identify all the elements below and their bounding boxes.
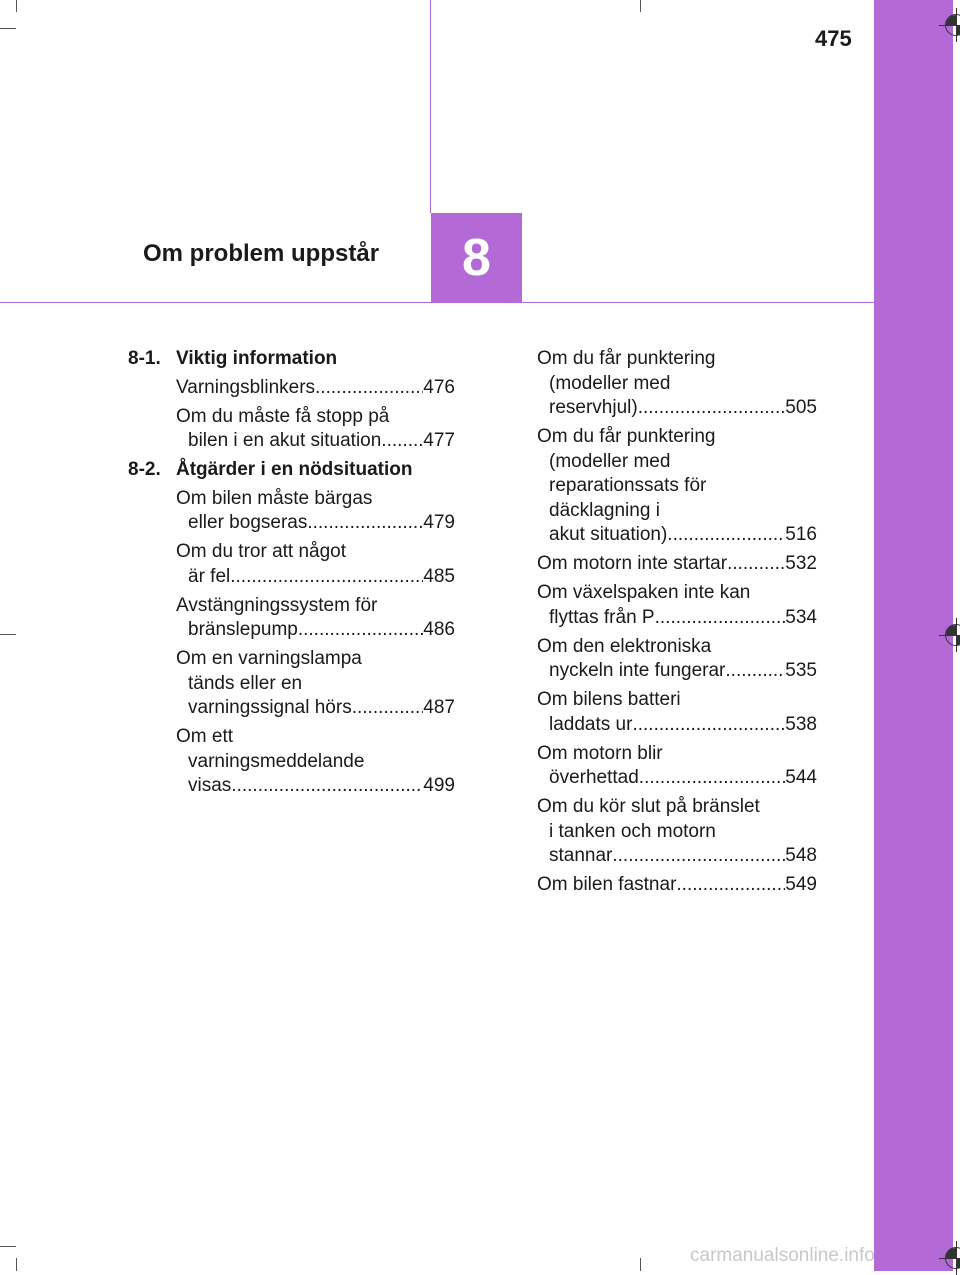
toc-entry[interactable] (176, 540, 455, 589)
toc-entry-text: laddats ur (549, 713, 633, 735)
toc-section-number: 8-1. (128, 348, 161, 369)
toc-entry-line: Om bilen måste bärgas (176, 487, 373, 509)
toc-leader-dots (638, 396, 786, 421)
toc-entry-line: Om en varningslampa (176, 648, 362, 669)
toc-entry[interactable] (176, 405, 455, 454)
toc-entry-line: Avstängningssystem för (176, 594, 378, 616)
toc-entry-last-line (537, 766, 817, 791)
toc-section-heading (128, 347, 455, 372)
toc-entry-line: varningsmeddelande (188, 750, 365, 772)
registration-mark-icon (945, 624, 960, 646)
toc-entry[interactable] (537, 425, 817, 548)
toc-entry-text: akut situation) (549, 524, 668, 545)
toc-entry-line: Om du kör slut på bränslet (537, 796, 760, 817)
toc-entry-text: reservhjul) (549, 397, 638, 418)
crop-mark (16, 0, 17, 12)
page-number: 475 (815, 26, 852, 51)
toc-page-ref: 532 (785, 553, 817, 574)
toc-left-column (128, 347, 455, 803)
toc-page-ref: 477 (423, 430, 455, 451)
toc-entry-list (176, 376, 455, 454)
toc-page-ref: 544 (785, 767, 817, 788)
toc-entry-last-line (176, 618, 455, 643)
toc-entry-last-line (176, 429, 455, 454)
toc-section-heading (128, 458, 455, 483)
toc-entry-last-line (537, 552, 817, 577)
toc-leader-dots (727, 552, 785, 577)
toc-entry-line: i tanken och motorn (549, 820, 716, 842)
toc-entry[interactable] (537, 347, 817, 421)
toc-entry-line: Om växelspaken inte kan (537, 582, 751, 603)
toc-entry-line: Om motorn blir (537, 742, 663, 764)
chapter-tab-strip (874, 0, 953, 1271)
toc-page-ref: 487 (423, 697, 455, 718)
toc-page-ref: 535 (785, 660, 817, 681)
toc-leader-dots (231, 774, 423, 799)
toc-entry-text: visas (188, 775, 232, 796)
crop-mark (0, 634, 16, 635)
toc-page-ref: 505 (785, 397, 817, 418)
toc-leader-dots (352, 696, 424, 721)
toc-entry-text: bränslepump (188, 619, 298, 640)
toc-leader-dots (667, 523, 785, 548)
toc-page-ref: 538 (785, 713, 817, 735)
crop-mark (640, 0, 641, 12)
toc-leader-dots (315, 376, 423, 401)
toc-section-title: Åtgärder i en nödsituation (176, 459, 413, 480)
toc-entry-line: (modeller med (549, 372, 671, 394)
toc-entry-last-line (537, 713, 817, 738)
toc-entry-last-line (176, 511, 455, 536)
toc-entry[interactable] (176, 725, 455, 799)
toc-entry-line: tänds eller en (188, 672, 303, 694)
toc-entry[interactable] (537, 552, 817, 577)
toc-entry-last-line (176, 696, 455, 721)
toc-page-ref: 486 (423, 619, 455, 640)
toc-entry-text: är fel (188, 565, 231, 587)
toc-entry-last-line (537, 844, 817, 869)
toc-page-ref: 479 (423, 512, 455, 533)
toc-entry[interactable] (537, 688, 817, 737)
toc-entry-text: Varningsblinkers (176, 376, 316, 398)
toc-page-ref: 485 (423, 565, 455, 587)
toc-entry-text: bilen i en akut situation (188, 430, 382, 451)
crop-mark (0, 1246, 16, 1247)
toc-entry[interactable] (176, 647, 455, 721)
toc-entry-last-line (537, 659, 817, 684)
toc-entry-text: varningssignal hörs (188, 697, 352, 718)
toc-entry-line: (modeller med (549, 450, 671, 472)
toc-leader-dots (298, 618, 423, 643)
toc-entry-line: Om den elektroniska (537, 635, 712, 657)
toc-entry[interactable] (537, 873, 817, 898)
toc-page-ref: 534 (785, 606, 817, 628)
toc-section-title: Viktig information (176, 348, 338, 369)
toc-entry-line: däcklagning i (549, 499, 660, 521)
toc-leader-dots (612, 844, 785, 869)
toc-entry-last-line (537, 523, 817, 548)
toc-entry-last-line (537, 396, 817, 421)
toc-section-number: 8-2. (128, 459, 161, 480)
crop-mark (640, 1258, 641, 1271)
toc-entry-line: reparationssats för (549, 475, 707, 496)
toc-entry[interactable] (537, 795, 817, 869)
toc-entry-text: flyttas från P (549, 606, 655, 628)
toc-leader-dots (639, 766, 786, 791)
toc-page-ref: 548 (785, 845, 817, 866)
toc-entry-text: Om motorn inte startar (537, 553, 728, 574)
toc-entry[interactable] (176, 376, 455, 401)
toc-entry-last-line (176, 774, 455, 799)
toc-entry-line: Om du tror att något (176, 541, 347, 562)
toc-entry-line: Om du måste få stopp på (176, 405, 390, 427)
toc-entry[interactable] (537, 635, 817, 684)
toc-entry-text: Om bilen fastnar (537, 874, 677, 895)
toc-entry-last-line (537, 873, 817, 898)
toc-leader-dots (632, 713, 785, 738)
crop-mark (16, 1258, 17, 1271)
toc-entry-line: Om du får punktering (537, 348, 716, 369)
registration-mark-icon (945, 1247, 960, 1269)
toc-entry-last-line (176, 376, 455, 401)
toc-page-ref: 499 (423, 775, 455, 796)
toc-entry-text: nyckeln inte fungerar (549, 660, 726, 681)
toc-leader-dots (676, 873, 785, 898)
toc-leader-dots (307, 511, 423, 536)
toc-entry[interactable] (176, 487, 455, 536)
toc-entry-text: eller bogseras (188, 512, 308, 533)
toc-entry-line: Om du får punktering (537, 426, 716, 447)
chapter-number-box (431, 213, 522, 303)
toc-entry-text: överhettad (549, 767, 639, 788)
registration-mark-icon (945, 14, 960, 36)
chapter-title: Om problem uppstår (143, 240, 380, 267)
toc-leader-dots (230, 565, 423, 590)
toc-leader-dots (381, 429, 423, 454)
toc-entry-last-line (537, 606, 817, 631)
toc-page-ref: 549 (785, 874, 817, 895)
toc-entry[interactable] (537, 581, 817, 630)
toc-leader-dots (655, 606, 786, 631)
toc-entry-list (176, 487, 455, 799)
header-divider-vertical (430, 0, 431, 213)
toc-right-column (537, 347, 817, 902)
toc-leader-dots (725, 659, 785, 684)
toc-entry[interactable] (176, 594, 455, 643)
toc-entry-line: Om ett (176, 726, 234, 747)
toc-entry-line: Om bilens batteri (537, 689, 681, 710)
chapter-number: 8 (462, 229, 491, 287)
toc-entry-text: stannar (549, 845, 613, 866)
toc-entry-last-line (176, 565, 455, 590)
toc-page-ref: 516 (785, 524, 817, 545)
toc-page-ref: 476 (423, 376, 455, 398)
crop-mark (0, 28, 16, 29)
watermark: carmanualsonline.info (690, 1245, 875, 1266)
toc-entry[interactable] (537, 742, 817, 791)
